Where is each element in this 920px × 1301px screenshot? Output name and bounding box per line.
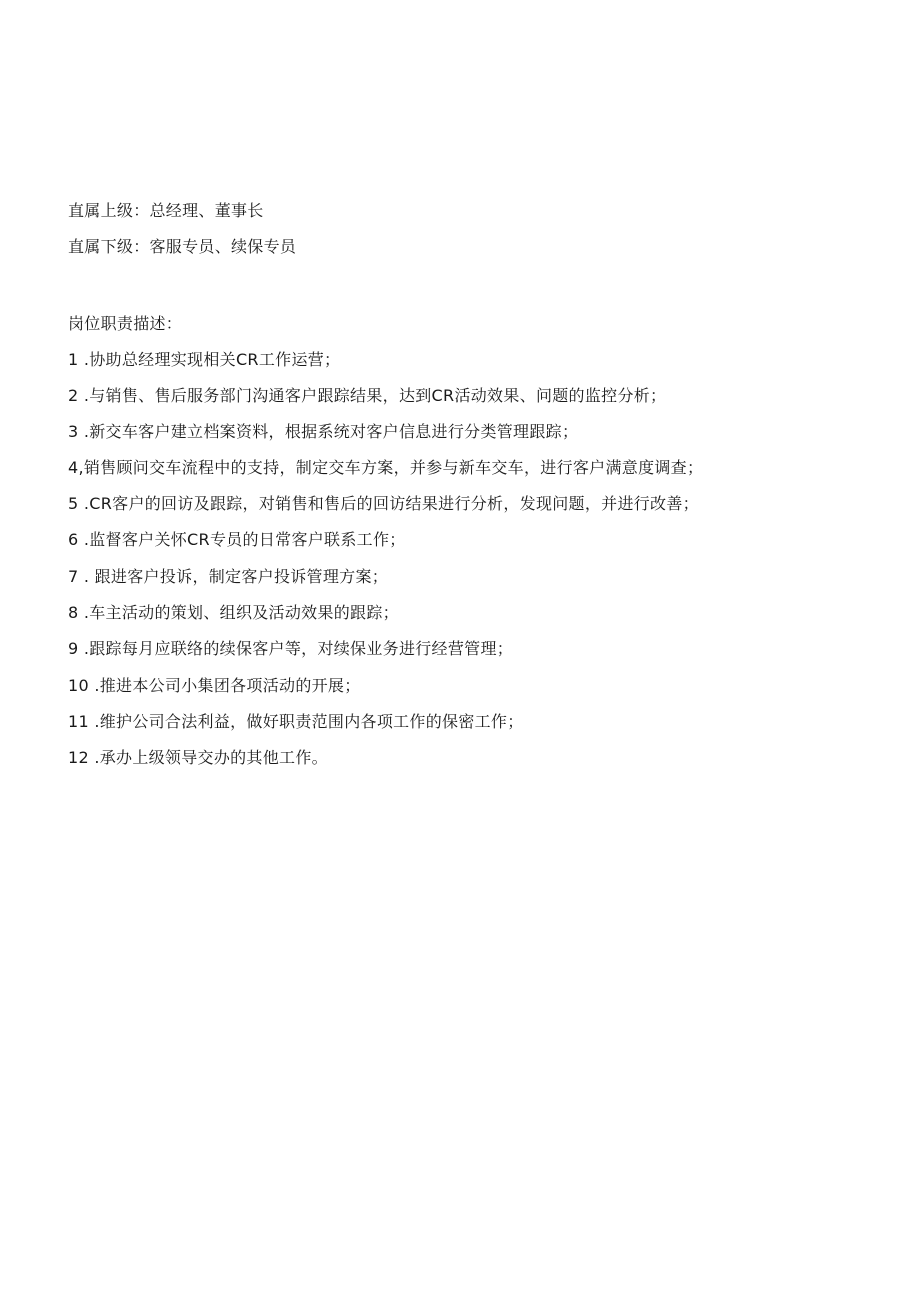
duty-item: 10 .推进本公司小集团各项活动的开展； bbox=[68, 676, 361, 695]
direct-subordinate-line: 直属下级：客服专员、续保专员 bbox=[68, 237, 297, 256]
duty-item: 12 .承办上级领导交办的其他工作。 bbox=[68, 748, 328, 767]
duty-item: 1 .协助总经理实现相关CR工作运营； bbox=[68, 350, 341, 369]
direct-superior-line: 直属上级：总经理、董事长 bbox=[68, 201, 264, 220]
duty-item: 9 .跟踪每月应联络的续保客户等，对续保业务进行经营管理； bbox=[68, 639, 514, 658]
duty-item: 4,销售顾问交车流程中的支持，制定交车方案，并参与新车交车，进行客户满意度调查； bbox=[68, 458, 704, 477]
duties-heading: 岗位职责描述： bbox=[68, 314, 183, 333]
duty-item: 11 .维护公司合法利益，做好职责范围内各项工作的保密工作； bbox=[68, 712, 524, 731]
duty-item: 5 .CR客户的回访及跟踪，对销售和售后的回访结果进行分析，发现问题，并进行改善； bbox=[68, 494, 699, 513]
duty-item: 8 .车主活动的策划、组织及活动效果的跟踪； bbox=[68, 603, 399, 622]
duty-item: 3 .新交车客户建立档案资料，根据系统对客户信息进行分类管理跟踪； bbox=[68, 422, 579, 441]
duty-item: 6 .监督客户关怀CR专员的日常客户联系工作； bbox=[68, 530, 406, 549]
duty-item: 2 .与销售、售后服务部门沟通客户跟踪结果，达到CR活动效果、问题的监控分析； bbox=[68, 386, 667, 405]
duty-item: 7 . 跟进客户投诉，制定客户投诉管理方案； bbox=[68, 567, 389, 586]
